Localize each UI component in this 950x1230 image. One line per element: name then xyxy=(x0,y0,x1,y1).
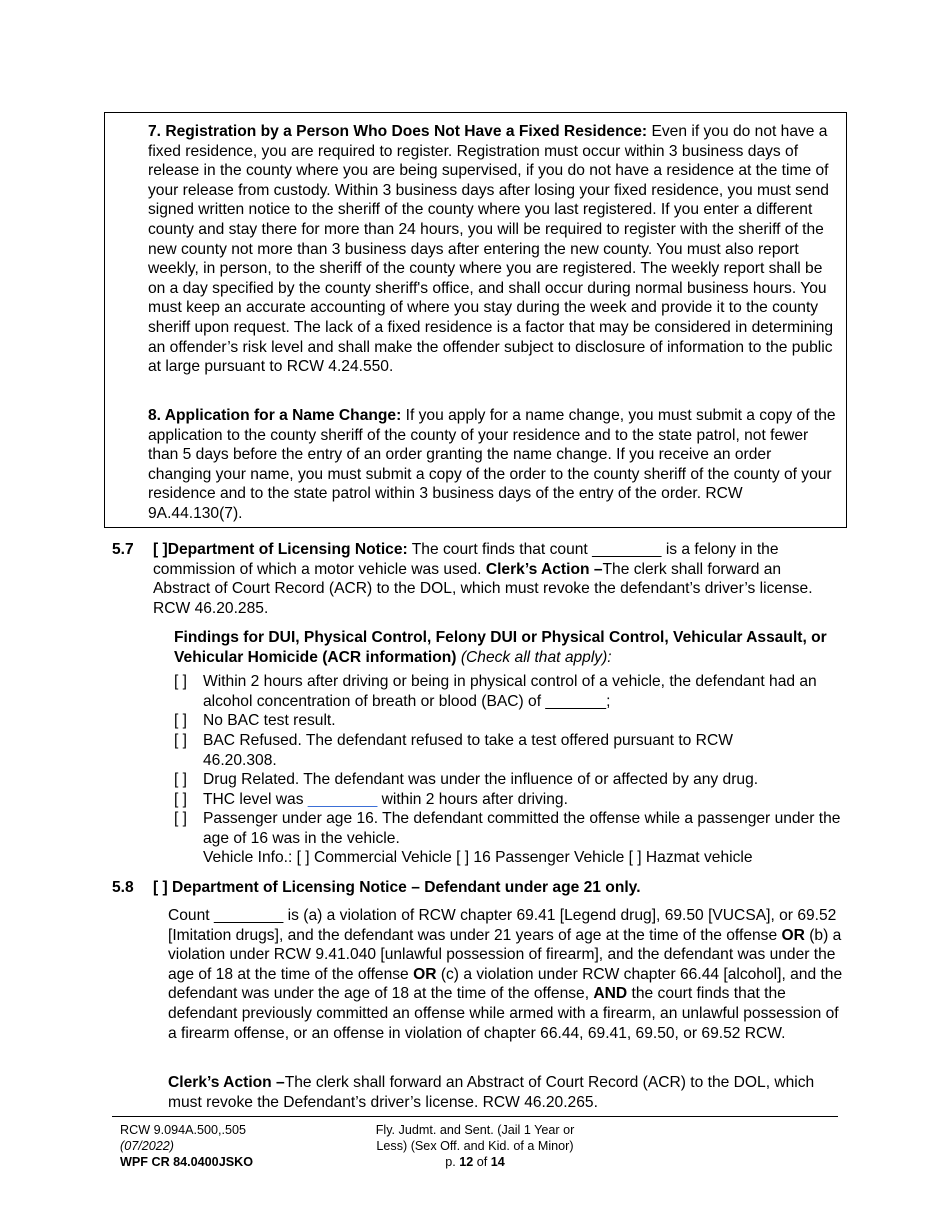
footer-date: (07/2022) xyxy=(120,1139,174,1153)
section-5-7-heading: Department of Licensing Notice: xyxy=(167,541,408,558)
checkbox-item xyxy=(174,809,844,848)
item-7-paragraph xyxy=(148,122,838,377)
vehicle-info: Vehicle Info.: [ ] Commercial Vehicle [ ] 16 Passenger Vehicle [ ] Hazmat vehicle xyxy=(203,849,753,866)
section-5-7-checkbox[interactable]: [ ] xyxy=(153,541,168,558)
count-blank[interactable]: ________ xyxy=(592,541,662,558)
footer-title-line-2: Less) (Sex Off. and Kid. of a Minor) xyxy=(376,1139,574,1153)
section-5-7-number: 5.7 xyxy=(112,541,134,558)
s58-part-1: Count ________ is (a) a violation of RCW chapter 69.41 [Legend drug], 69.50 [VUCSA], or 69.52 [Imitation drugs], and the defendant was under 21 years of age at the time of the offense xyxy=(168,907,837,944)
checkbox-item-text: Passenger under age 16. The defendant committed the offense while a passenger under the age of 16 was in the vehicle. xyxy=(203,810,841,847)
checkbox-item-text: Drug Related. The defendant was under the influence of or affected by any drug. xyxy=(203,771,759,788)
thc-level-blank[interactable]: ________ xyxy=(307,791,378,808)
clerk-action-label: Clerk’s Action – xyxy=(485,560,603,578)
findings-heading: Findings for DUI, Physical Control, Felony DUI or Physical Control, Vehicular Assault, or Vehicular Homicide (ACR information) xyxy=(174,629,827,666)
findings-paragraph xyxy=(174,628,834,667)
item-7-text: Even if you do not have a fixed residence, you are required to register. Registration must occur within 3 business days of release in the county where you are being supervised, if you do not have a residence at the time of your release from custody. Within 3 business days after losing your fixed residence, you must send signed written notice to the sheriff of the county where you last registered. If you enter a different county and stay there for more than 24 hours, you will be required to register with the sheriff of the new county not more than 3 business days after entering the new county. You must also report weekly, in person, to the sheriff of the county where you are registered. The weekly report shall be on a day specified by the county sheriff's office, and shall occur during normal business hours. You must keep an accurate accounting of where you stay during the week and provide it to the county sheriff upon request. The lack of a fixed residence is a factor that may be considered in determining an offender’s risk level and shall make the offender subject to disclosure of information to the public at large pursuant to RCW 4.24.550. xyxy=(148,123,834,376)
clerk-action-text: The clerk shall forward an Abstract of Court Record (ACR) to the DOL, which must revoke the defendant’s driver’s license. RCW 46.20.285. xyxy=(153,560,813,617)
footer-divider xyxy=(112,1116,838,1117)
checkbox-item-text: BAC Refused. The defendant refused to take a test offered pursuant to RCW 46.20.308. xyxy=(203,732,733,769)
footer-rcw: RCW 9.094A.500,.505 xyxy=(120,1123,247,1137)
s58-clerk-text: The clerk shall forward an Abstract of Court Record (ACR) to the DOL, which must revoke the Defendant’s driver’s license. RCW 46.20.265. xyxy=(168,1074,815,1111)
footer-title-line-1: Fly. Judmt. and Sent. (Jail 1 Year or xyxy=(375,1123,575,1137)
s58-part-2: (b) a violation under RCW 9.41.040 [unlawful possession of firearm], and the defendant was under the age of 18 at the time of the offense xyxy=(168,926,842,983)
section-5-8-paragraph xyxy=(168,906,844,1043)
checkbox-item xyxy=(174,711,844,731)
section-5-8-number: 5.8 xyxy=(112,879,134,896)
footer-center xyxy=(330,1122,620,1170)
checkbox-item-text xyxy=(203,790,844,810)
section-5-8-clerk-action xyxy=(168,1073,844,1112)
checkbox-item xyxy=(174,672,844,711)
page-of: of xyxy=(476,1155,488,1169)
page-total: 14 xyxy=(490,1155,505,1169)
s58-or-1: OR xyxy=(781,926,805,944)
checkbox-item xyxy=(174,790,844,810)
checkbox-item-text: No BAC test result. xyxy=(203,712,336,729)
checkbox-bac[interactable]: [ ] xyxy=(174,673,187,690)
s58-and: AND xyxy=(593,985,628,1003)
page-current: 12 xyxy=(459,1155,474,1169)
page-number xyxy=(330,1154,620,1170)
checkbox-thc[interactable]: [ ] xyxy=(174,791,187,808)
section-5-7-text-a: The court finds that count xyxy=(411,541,588,558)
checkbox-item xyxy=(174,731,844,770)
thc-text-b: within 2 hours after driving. xyxy=(381,791,568,808)
item-8-heading: 8. Application for a Name Change: xyxy=(148,407,402,424)
vehicle-info-line xyxy=(174,848,844,868)
findings-note: (Check all that apply): xyxy=(460,648,612,666)
checkbox-item xyxy=(174,770,844,790)
notice-box xyxy=(104,112,847,528)
checkbox-drug-related[interactable]: [ ] xyxy=(174,771,187,788)
s58-part-3: (c) a violation under RCW chapter 66.44 [alcohol], and the defendant was under the age of 18 at the time of the offense, xyxy=(168,965,843,1003)
checkbox-passenger[interactable]: [ ] xyxy=(174,810,187,827)
section-5-7-paragraph xyxy=(153,540,841,618)
section-5-8-heading: [ ] Department of Licensing Notice – Defendant under age 21 only. xyxy=(153,879,641,896)
s58-clerk-label: Clerk’s Action – xyxy=(168,1074,285,1091)
page-prefix: p. xyxy=(445,1155,456,1169)
footer-form-number: WPF CR 84.0400JSKO xyxy=(120,1155,253,1169)
checkbox-item-text: Within 2 hours after driving or being in physical control of a vehicle, the defendant had an alcohol concentration of breath or blood (BAC) of _______; xyxy=(203,673,817,710)
thc-text-a: THC level was xyxy=(203,791,304,808)
checkbox-bac-refused[interactable]: [ ] xyxy=(174,732,187,749)
section-5-7-text-b: is a felony in the commission of which a motor vehicle was used. xyxy=(153,541,779,578)
footer-left xyxy=(120,1122,253,1170)
item-8-paragraph xyxy=(148,406,838,524)
s58-or-2: OR xyxy=(413,965,437,983)
item-7-heading: 7. Registration by a Person Who Does Not Have a Fixed Residence: xyxy=(148,123,648,140)
s58-part-4: the court finds that the defendant previously committed an offense while armed with a firearm, an unlawful possession of a firearm offense, or an offense in violation of chapter 66.44, 69.41, 69.50, or 69.52 RCW. xyxy=(168,985,839,1042)
checkbox-no-bac[interactable]: [ ] xyxy=(174,712,187,729)
item-8-text: If you apply for a name change, you must submit a copy of the application to the county sheriff of the county of your residence and to the state patrol, not fewer than 5 days before the entry of an order granting the name change. If you receive an order changing your name, you must submit a copy of the order to the county sheriff of the county of your residence and to the state patrol within 3 business days of the entry of the order. RCW 9A.44.130(7). xyxy=(148,407,836,522)
